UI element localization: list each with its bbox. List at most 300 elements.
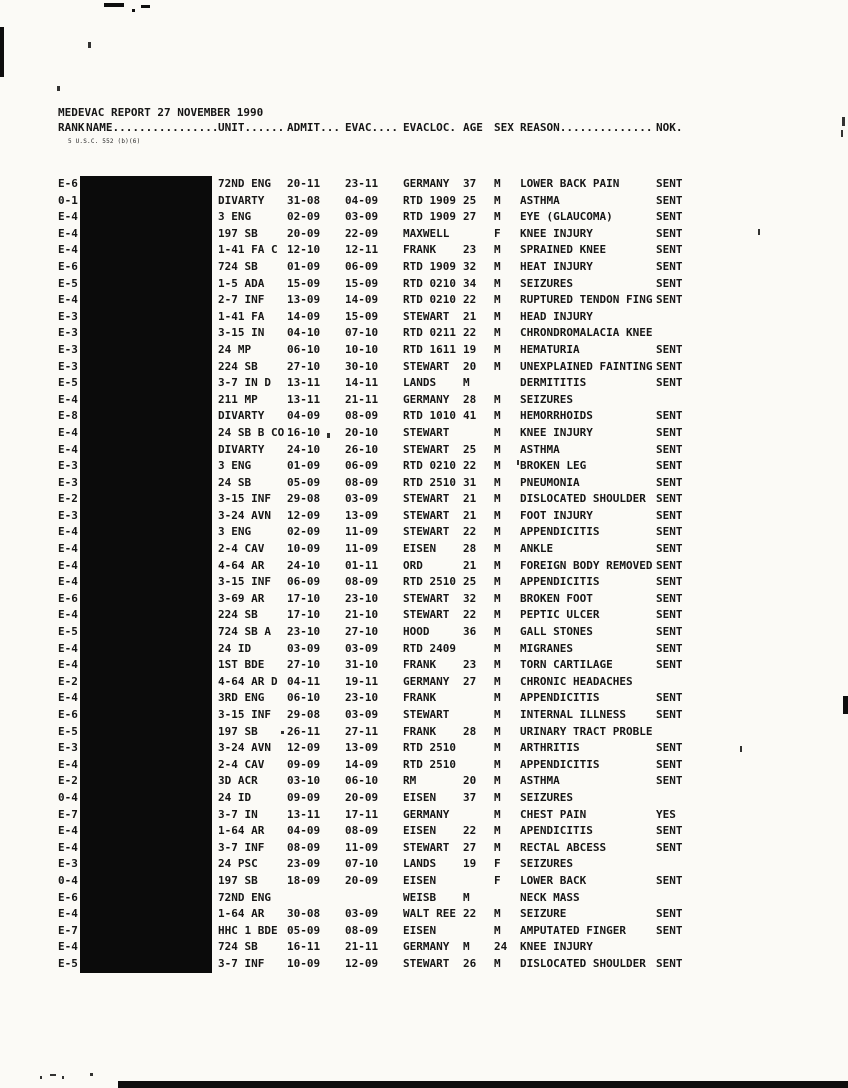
cell-unit: 3-15 INF	[218, 492, 271, 506]
cell-unit: 3-15 IN	[218, 326, 265, 340]
cell-sex: M	[494, 674, 501, 688]
report-row	[58, 724, 718, 741]
cell-evac: 04-09	[345, 193, 379, 207]
cell-evac: 13-09	[345, 741, 379, 755]
cell-age: 32	[463, 591, 477, 605]
cell-evacloc: STEWART	[403, 425, 450, 439]
redacted-name-bar	[80, 242, 212, 259]
cell-sex: M	[494, 293, 501, 307]
cell-rank: E-3	[58, 857, 78, 871]
cell-reason: APPENDICITIS	[520, 575, 600, 589]
cell-admit: 30-08	[287, 907, 321, 921]
cell-nok: YES	[656, 807, 676, 821]
cell-admit: 02-09	[287, 210, 321, 224]
report-row	[58, 442, 718, 459]
report-row	[58, 209, 718, 226]
report-row	[58, 939, 718, 956]
report-row	[58, 342, 718, 359]
cell-evac: 15-09	[345, 276, 379, 290]
cell-rank: E-4	[58, 525, 78, 539]
cell-evacloc: EISEN	[403, 824, 437, 838]
cell-nok: SENT	[656, 293, 683, 307]
cell-unit: DIVARTY	[218, 409, 265, 423]
cell-age: 20	[463, 359, 477, 373]
column-header-nok: NOK.	[656, 121, 683, 134]
cell-nok: SENT	[656, 243, 683, 257]
cell-reason: SEIZURES	[520, 276, 573, 290]
cell-sex: M	[494, 824, 501, 838]
cell-evac: 30-10	[345, 359, 379, 373]
cell-evac: 07-10	[345, 857, 379, 871]
cell-nok: SENT	[656, 276, 683, 290]
cell-reason: SEIZURE	[520, 907, 567, 921]
cell-unit: HHC 1 BDE	[218, 923, 278, 937]
redacted-name-bar	[80, 408, 212, 425]
report-row	[58, 624, 718, 641]
cell-age: 34	[463, 276, 477, 290]
cell-evac: 08-09	[345, 923, 379, 937]
cell-unit: 3-15 INF	[218, 708, 271, 721]
cell-age: 22	[463, 907, 477, 921]
scan-artifact-bottom-left-1	[40, 1076, 42, 1079]
scan-artifact-quote-mark	[517, 460, 519, 465]
cell-evac: 23-11	[345, 177, 379, 190]
cell-reason: RUPTURED TENDON FING	[520, 293, 653, 307]
report-row	[58, 923, 718, 940]
cell-unit: 4-64 AR D	[218, 674, 278, 688]
cell-reason: APPENDICITIS	[520, 525, 600, 539]
cell-unit: 224 SB	[218, 359, 258, 373]
cell-rank: E-3	[58, 475, 78, 489]
cell-admit: 31-08	[287, 193, 321, 207]
cell-age: M	[463, 376, 470, 390]
cell-evac: 11-09	[345, 525, 379, 539]
scan-artifact-tick-left	[57, 86, 60, 91]
cell-nok: SENT	[656, 708, 683, 721]
cell-evacloc: ORD	[403, 558, 423, 572]
cell-reason: PNEUMONIA	[520, 475, 580, 489]
scan-artifact-right-edge-blob	[843, 696, 848, 714]
cell-age: 28	[463, 392, 477, 406]
cell-rank: E-4	[58, 691, 78, 705]
cell-admit: 10-09	[287, 542, 321, 556]
report-row	[58, 408, 718, 425]
cell-age: 21	[463, 492, 477, 506]
redacted-name-bar	[80, 474, 212, 491]
report-row	[58, 325, 718, 342]
cell-admit: 12-09	[287, 508, 321, 522]
cell-evacloc: STEWART	[403, 525, 450, 539]
cell-sex: M	[494, 259, 501, 273]
cell-evac: 15-09	[345, 309, 379, 323]
cell-admit: 08-09	[287, 840, 321, 854]
cell-rank: E-4	[58, 542, 78, 556]
cell-unit: 1-41 FA C	[218, 243, 278, 257]
cell-evac: 31-10	[345, 658, 379, 672]
cell-evac: 17-11	[345, 807, 379, 821]
cell-reason: KNEE INJURY	[520, 940, 593, 954]
redacted-name-bar	[80, 839, 212, 856]
cell-unit: 197 SB	[218, 226, 258, 240]
scan-artifact-top-dash-2	[141, 5, 150, 8]
cell-reason: FOREIGN BODY REMOVED	[520, 558, 653, 572]
cell-age: 37	[463, 177, 477, 190]
cell-nok: SENT	[656, 625, 683, 639]
redacted-name-bar	[80, 325, 212, 342]
cell-sex: M	[494, 177, 501, 190]
report-row	[58, 807, 718, 824]
report-row	[58, 242, 718, 259]
cell-reason: INTERNAL ILLNESS	[520, 708, 626, 721]
column-header-evac: EVAC....	[345, 121, 398, 134]
cell-reason: SEIZURES	[520, 790, 573, 804]
cell-rank: E-5	[58, 276, 78, 290]
redacted-name-bar	[80, 723, 212, 740]
cell-admit: 05-09	[287, 475, 321, 489]
cell-age: 25	[463, 442, 477, 456]
redacted-name-bar	[80, 707, 212, 724]
cell-unit: 3-7 INF	[218, 956, 265, 970]
cell-unit: 3-7 IN	[218, 807, 258, 821]
cell-nok: SENT	[656, 608, 683, 622]
cell-unit: 24 MP	[218, 342, 252, 356]
cell-nok: SENT	[656, 923, 683, 937]
cell-reason: AMPUTATED FINGER	[520, 923, 626, 937]
cell-evac: 11-09	[345, 840, 379, 854]
cell-evacloc: GERMANY	[403, 177, 450, 190]
cell-evacloc: GERMANY	[403, 674, 450, 688]
cell-rank: E-2	[58, 774, 78, 788]
cell-evacloc: RTD 2510	[403, 741, 456, 755]
cell-reason: HEMORRHOIDS	[520, 409, 593, 423]
scan-artifact-apostrophe	[88, 42, 91, 48]
cell-nok: SENT	[656, 575, 683, 589]
cell-evacloc: RTD 1010	[403, 409, 456, 423]
cell-reason: ASTHMA	[520, 774, 560, 788]
cell-admit: 13-11	[287, 376, 321, 390]
cell-evac: 10-10	[345, 342, 379, 356]
cell-evacloc: RTD 1909	[403, 193, 456, 207]
report-row	[58, 890, 718, 907]
cell-admit: 12-09	[287, 741, 321, 755]
cell-rank: E-6	[58, 708, 78, 721]
cell-evacloc: FRANK	[403, 658, 437, 672]
scan-artifact-dot-admit	[281, 731, 284, 734]
cell-admit: 29-08	[287, 492, 321, 506]
report-row	[58, 508, 718, 525]
cell-sex: F	[494, 226, 501, 240]
cell-unit: 72ND ENG	[218, 890, 271, 904]
cell-unit: 1-64 AR	[218, 907, 265, 921]
cell-admit: 17-10	[287, 591, 321, 605]
cell-admit: 26-11	[287, 724, 321, 738]
redacted-name-bar	[80, 524, 212, 541]
cell-evacloc: LANDS	[403, 857, 437, 871]
cell-unit: 197 SB	[218, 724, 258, 738]
scan-artifact-bottom-left-4	[90, 1073, 93, 1076]
cell-rank: E-3	[58, 342, 78, 356]
cell-age: 22	[463, 459, 477, 473]
cell-sex: M	[494, 724, 501, 738]
cell-rank: E-4	[58, 425, 78, 439]
cell-reason: LOWER BACK PAIN	[520, 177, 620, 190]
report-row	[58, 906, 718, 923]
cell-evacloc: RTD 1611	[403, 342, 456, 356]
report-row	[58, 840, 718, 857]
cell-admit: 16-10	[287, 425, 321, 439]
redacted-name-bar	[80, 590, 212, 607]
cell-nok: SENT	[656, 907, 683, 921]
cell-admit: 23-10	[287, 625, 321, 639]
scan-artifact-top-dot	[132, 9, 135, 12]
cell-admit: 05-09	[287, 923, 321, 937]
cell-evacloc: GERMANY	[403, 807, 450, 821]
cell-sex: M	[494, 558, 501, 572]
cell-admit: 06-09	[287, 575, 321, 589]
cell-rank: E-4	[58, 442, 78, 456]
cell-unit: 224 SB	[218, 608, 258, 622]
cell-reason: DISLOCATED SHOULDER	[520, 956, 646, 970]
cell-rank: E-2	[58, 674, 78, 688]
cell-rank: E-6	[58, 177, 78, 190]
cell-evac: 14-11	[345, 376, 379, 390]
cell-nok: SENT	[656, 210, 683, 224]
report-row	[58, 558, 718, 575]
cell-nok: SENT	[656, 425, 683, 439]
redacted-name-bar	[80, 541, 212, 558]
cell-sex: M	[494, 757, 501, 771]
cell-reason: CHRONIC HEADACHES	[520, 674, 633, 688]
cell-unit: 3-69 AR	[218, 591, 265, 605]
scan-artifact-right-mark-2	[841, 130, 843, 137]
cell-age: M	[463, 940, 470, 954]
cell-unit: 1ST BDE	[218, 658, 265, 672]
cell-sex: M	[494, 342, 501, 356]
column-header-rank: RANK	[58, 121, 85, 134]
cell-reason: CHEST PAIN	[520, 807, 587, 821]
cell-rank: E-4	[58, 392, 78, 406]
scan-artifact-left-edge-bar	[0, 27, 4, 77]
cell-evacloc: STEWART	[403, 309, 450, 323]
cell-admit: 29-08	[287, 708, 321, 721]
cell-sex: M	[494, 840, 501, 854]
redacted-name-bar	[80, 391, 212, 408]
cell-evac: 23-10	[345, 691, 379, 705]
cell-sex: M	[494, 741, 501, 755]
column-header-sex: SEX	[494, 121, 514, 134]
cell-evac: 03-09	[345, 907, 379, 921]
cell-rank: E-4	[58, 658, 78, 672]
cell-evacloc: STEWART	[403, 442, 450, 456]
cell-evac: 07-10	[345, 326, 379, 340]
cell-reason: PEPTIC ULCER	[520, 608, 600, 622]
redacted-name-bar	[80, 872, 212, 889]
report-row	[58, 375, 718, 392]
report-row	[58, 193, 718, 210]
cell-unit: 4-64 AR	[218, 558, 265, 572]
scan-artifact-tick-right-2	[740, 746, 742, 752]
cell-sex: F	[494, 873, 501, 887]
cell-admit: 02-09	[287, 525, 321, 539]
cell-age: 31	[463, 475, 477, 489]
cell-admit: 17-10	[287, 608, 321, 622]
cell-nok: SENT	[656, 226, 683, 240]
cell-age: 32	[463, 259, 477, 273]
cell-age: 22	[463, 525, 477, 539]
cell-unit: 724 SB	[218, 259, 258, 273]
cell-rank: E-2	[58, 492, 78, 506]
cell-evac: 12-09	[345, 956, 379, 970]
redacted-name-bar	[80, 341, 212, 358]
cell-admit: 04-10	[287, 326, 321, 340]
cell-nok: SENT	[656, 956, 683, 970]
cell-evacloc: WEISB	[403, 890, 437, 904]
cell-nok: SENT	[656, 757, 683, 771]
cell-age: 22	[463, 824, 477, 838]
cell-nok: SENT	[656, 177, 683, 190]
redacted-name-bar	[80, 806, 212, 823]
cell-evacloc: STEWART	[403, 591, 450, 605]
column-header-row	[58, 120, 698, 136]
cell-age: 25	[463, 575, 477, 589]
cell-evacloc: RTD 0210	[403, 459, 456, 473]
cell-unit: 3-7 IN D	[218, 376, 271, 390]
report-row	[58, 226, 718, 243]
cell-evac: 06-09	[345, 259, 379, 273]
report-row	[58, 425, 718, 442]
cell-sex: F	[494, 857, 501, 871]
cell-sex: M	[494, 508, 501, 522]
cell-reason: APPENDICITIS	[520, 757, 600, 771]
cell-unit: 3 ENG	[218, 525, 252, 539]
cell-unit: 24 ID	[218, 790, 252, 804]
redacted-name-bar	[80, 458, 212, 475]
cell-admit: 16-11	[287, 940, 321, 954]
cell-age: 27	[463, 674, 477, 688]
cell-evacloc: STEWART	[403, 608, 450, 622]
cell-evac: 22-09	[345, 226, 379, 240]
scan-artifact-comma	[327, 433, 330, 438]
cell-nok: SENT	[656, 542, 683, 556]
cell-reason: UNEXPLAINED FAINTING	[520, 359, 653, 373]
cell-unit: 3RD ENG	[218, 691, 265, 705]
cell-evac: 06-09	[345, 459, 379, 473]
cell-evacloc: EISEN	[403, 873, 437, 887]
cell-admit: 03-09	[287, 641, 321, 655]
cell-rank: E-7	[58, 923, 78, 937]
cell-rank: E-3	[58, 359, 78, 373]
cell-sex: M	[494, 575, 501, 589]
cell-age: 19	[463, 857, 477, 871]
cell-nok: SENT	[656, 658, 683, 672]
cell-evac: 21-11	[345, 940, 379, 954]
cell-evacloc: RTD 2510	[403, 475, 456, 489]
cell-rank: E-4	[58, 293, 78, 307]
cell-rank: E-4	[58, 226, 78, 240]
report-row	[58, 773, 718, 790]
cell-age: 27	[463, 210, 477, 224]
cell-reason: MIGRANES	[520, 641, 573, 655]
cell-unit: 3-15 INF	[218, 575, 271, 589]
cell-evacloc: STEWART	[403, 708, 450, 721]
cell-unit: 2-7 INF	[218, 293, 265, 307]
cell-sex: M	[494, 790, 501, 804]
cell-evacloc: STEWART	[403, 840, 450, 854]
cell-sex: M	[494, 309, 501, 323]
redacted-name-bar	[80, 375, 212, 392]
cell-evac: 26-10	[345, 442, 379, 456]
redacted-name-bar	[80, 491, 212, 508]
cell-evac: 21-11	[345, 392, 379, 406]
column-header-admit: ADMIT...	[287, 121, 340, 134]
report-row	[58, 757, 718, 774]
cell-rank: E-4	[58, 575, 78, 589]
cell-unit: 72ND ENG	[218, 177, 271, 190]
cell-evac: 03-09	[345, 492, 379, 506]
report-row	[58, 541, 718, 558]
cell-age: 41	[463, 409, 477, 423]
cell-age: 36	[463, 625, 477, 639]
cell-admit: 03-10	[287, 774, 321, 788]
cell-nok: SENT	[656, 259, 683, 273]
report-row	[58, 176, 718, 193]
cell-rank: E-7	[58, 807, 78, 821]
cell-sex: M	[494, 492, 501, 506]
cell-reason: ASTHMA	[520, 193, 560, 207]
cell-nok: SENT	[656, 873, 683, 887]
page-title: MEDEVAC REPORT 27 NOVEMBER 1990	[58, 106, 264, 119]
cell-rank: E-5	[58, 724, 78, 738]
cell-evac: 08-09	[345, 575, 379, 589]
cell-rank: E-5	[58, 625, 78, 639]
report-row	[58, 524, 718, 541]
redacted-name-bar	[80, 209, 212, 226]
cell-unit: 197 SB	[218, 873, 258, 887]
cell-reason: GALL STONES	[520, 625, 593, 639]
cell-evac: 06-10	[345, 774, 379, 788]
cell-evac: 14-09	[345, 757, 379, 771]
cell-admit: 09-09	[287, 757, 321, 771]
cell-evacloc: FRANK	[403, 691, 437, 705]
report-row	[58, 707, 718, 724]
report-row	[58, 259, 718, 276]
cell-unit: 1-5 ADA	[218, 276, 265, 290]
redacted-name-bar	[80, 657, 212, 674]
cell-reason: SEIZURES	[520, 857, 573, 871]
cell-sex: 24	[494, 940, 508, 954]
cell-evacloc: MAXWELL	[403, 226, 450, 240]
cell-sex: M	[494, 542, 501, 556]
redacted-name-bar	[80, 856, 212, 873]
cell-evac: 12-11	[345, 243, 379, 257]
report-row	[58, 657, 718, 674]
cell-unit: DIVARTY	[218, 442, 265, 456]
redacted-name-bar	[80, 292, 212, 309]
cell-nok: SENT	[656, 193, 683, 207]
redacted-name-bar	[80, 922, 212, 939]
cell-nok: SENT	[656, 840, 683, 854]
cell-evac: 08-09	[345, 475, 379, 489]
cell-evac: 03-09	[345, 708, 379, 721]
cell-reason: ARTHRITIS	[520, 741, 580, 755]
cell-evac: 03-09	[345, 210, 379, 224]
cell-evacloc: STEWART	[403, 492, 450, 506]
cell-sex: M	[494, 608, 501, 622]
cell-reason: APENDICITIS	[520, 824, 593, 838]
report-row	[58, 591, 718, 608]
redacted-name-bar	[80, 424, 212, 441]
cell-nok: SENT	[656, 342, 683, 356]
